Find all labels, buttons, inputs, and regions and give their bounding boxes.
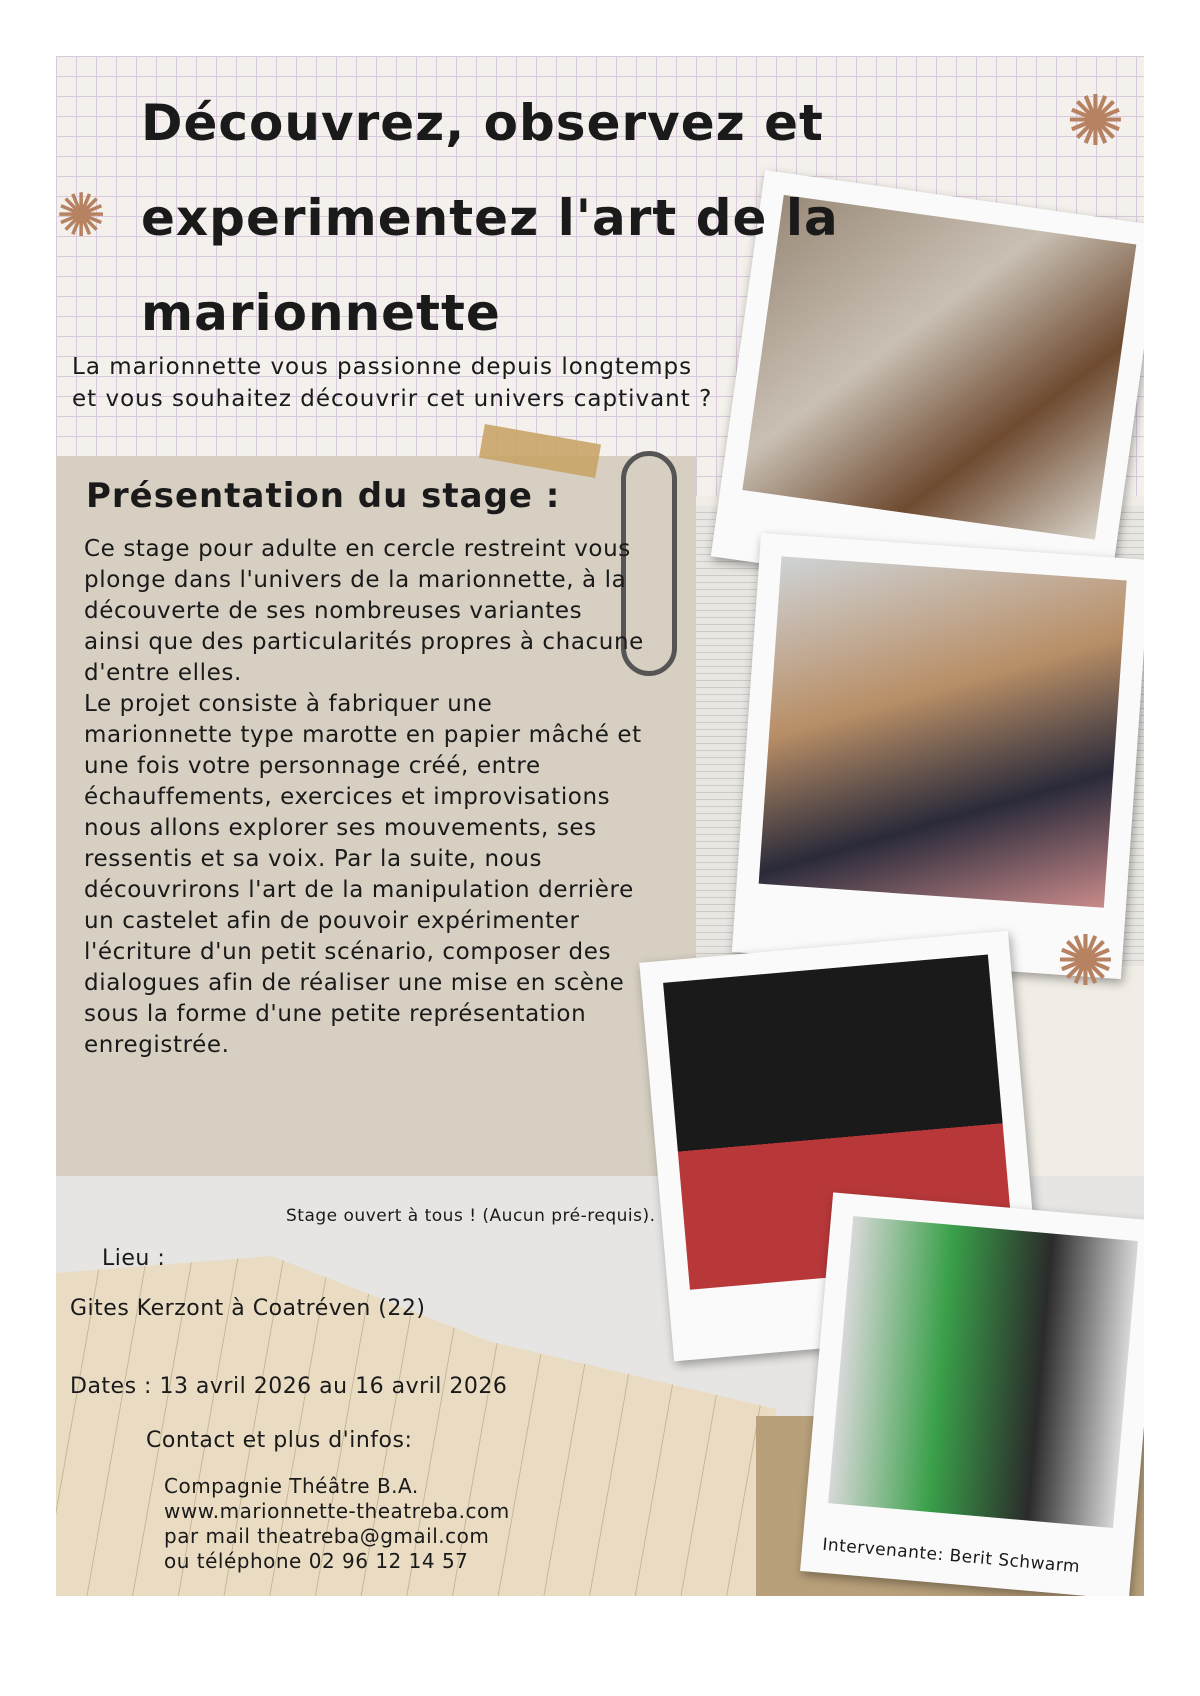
mail-label: par mail — [164, 1524, 258, 1548]
email-link[interactable]: theatreba@gmail.com — [257, 1524, 490, 1548]
lieu: Gites Kerzont à Coatréven (22) — [70, 1296, 426, 1321]
phone: ou téléphone 02 96 12 14 57 — [164, 1549, 469, 1573]
contact-block — [164, 1474, 510, 1574]
polaroid-photo — [800, 1192, 1144, 1596]
photo-caption: Intervenante: Berit Schwarm — [821, 1534, 1081, 1578]
flower-icon: ✺ — [1056, 920, 1115, 1002]
intro-line: et vous souhaitez découvrir cet univers captivant ? — [72, 386, 713, 412]
page-title: Découvrez, observez et experimentez l'art de la marionnette — [141, 94, 839, 342]
intro-line: La marionnette vous passionne depuis longtemps — [72, 354, 693, 380]
contact-title: Contact et plus d'infos: — [146, 1428, 413, 1453]
description — [84, 534, 644, 1061]
flower-icon: ✺ — [1066, 80, 1125, 162]
flower-icon: ✺ — [56, 181, 107, 251]
puppet-making-photo — [759, 556, 1127, 907]
section-title: Présentation du stage : — [86, 476, 561, 516]
intro — [72, 351, 712, 415]
website-link[interactable]: www.marionnette-theatreba.com — [164, 1499, 510, 1523]
intervenante-photo — [828, 1216, 1138, 1528]
polaroid-photo — [732, 533, 1144, 979]
paragraph: Le projet consiste à fabriquer une marionnette type marotte en papier mâché et une fois votre personnage créé, entre échauffements, exercices et improvisations nous allons explorer ses mouvements, ses ressentis et sa voix. Par la suite, nous découvrirons l'art de la manipulation derrière un castelet afin de pouvoir expérimenter l'écriture d'un petit scénario, composer des dialogues afin de réaliser une mise en scène sous la forme d'une petite représentation enregistrée. — [84, 691, 642, 1058]
open-note: Stage ouvert à tous ! (Aucun pré-requis). — [286, 1206, 656, 1226]
lieu-label: Lieu : — [102, 1246, 166, 1271]
flyer — [56, 56, 1144, 1596]
dates: Dates : 13 avril 2026 au 16 avril 2026 — [70, 1374, 508, 1399]
paragraph: Ce stage pour adulte en cercle restreint vous plonge dans l'univers de la marionnette, à la découverte de ses nombreuses variantes ainsi que des particularités propres à chacune d'entre elles. — [84, 536, 644, 686]
company: Compagnie Théâtre B.A. — [164, 1474, 419, 1498]
